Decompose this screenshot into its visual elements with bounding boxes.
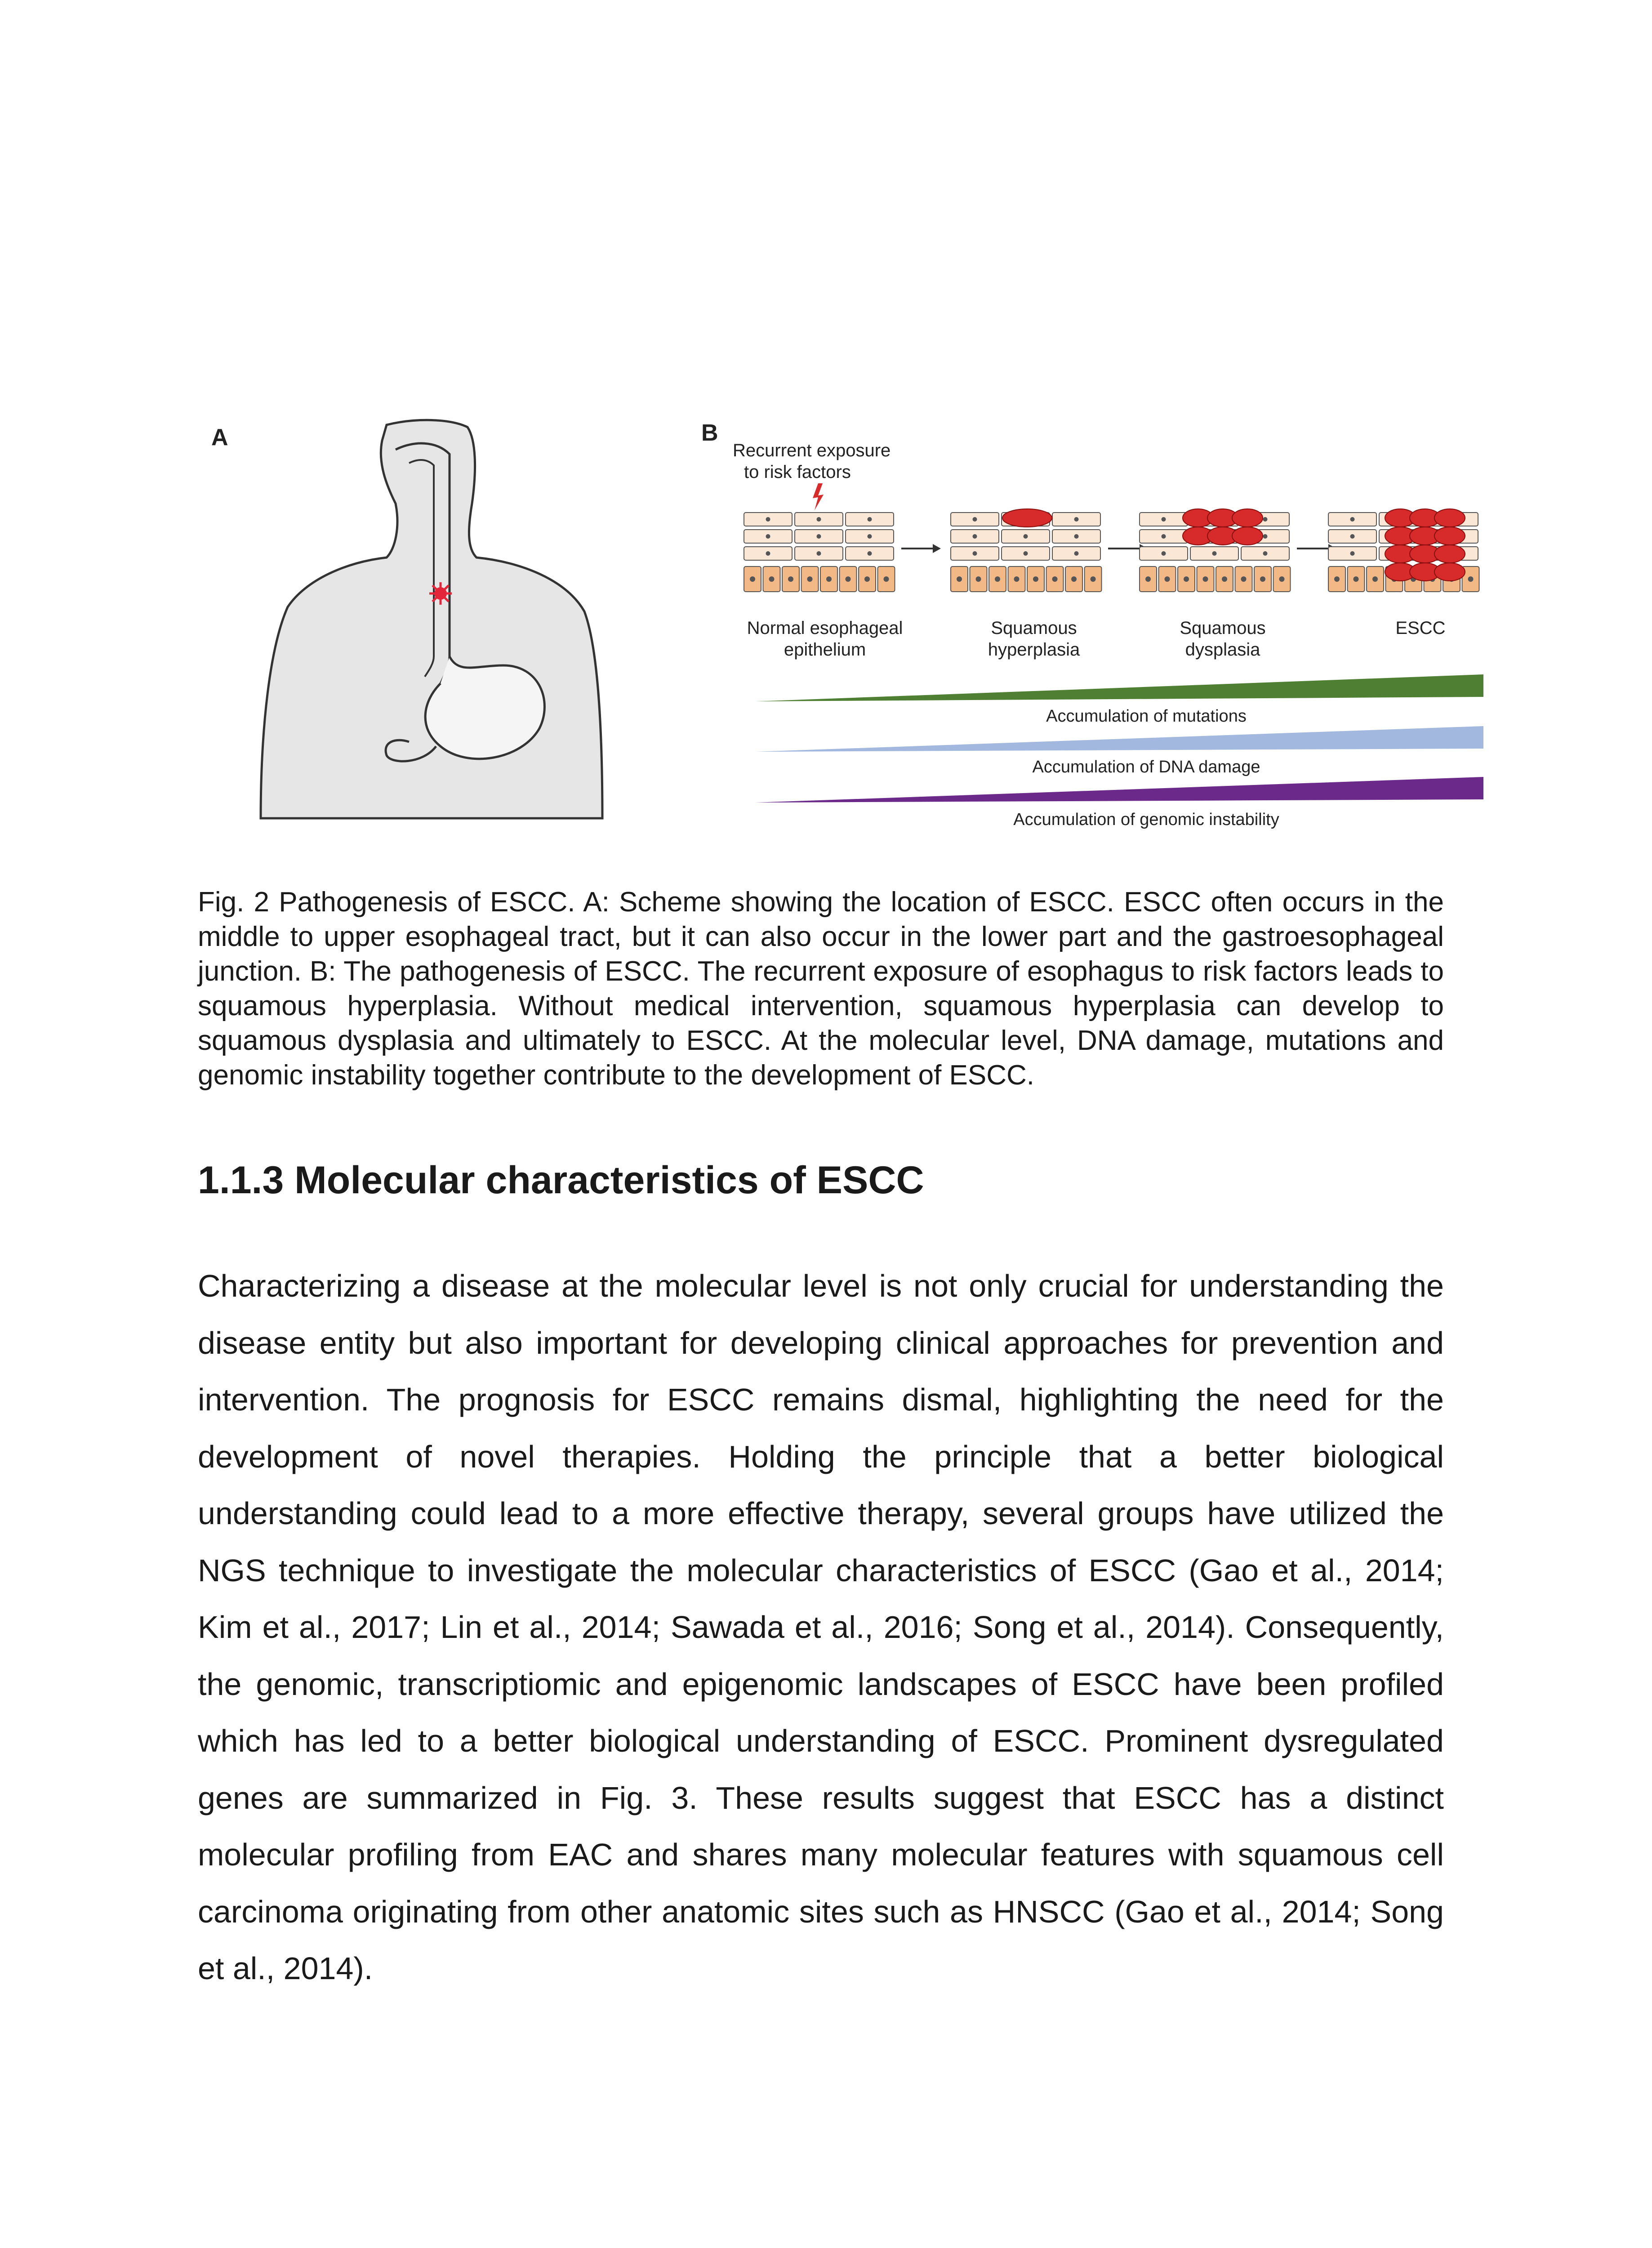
stage-label-line1: ESCC xyxy=(1395,618,1446,638)
dna-damage-label: Accumulation of DNA damage xyxy=(1032,758,1260,776)
stage-label-line1: Squamous xyxy=(1180,618,1266,638)
stage-label-line1: Squamous xyxy=(991,618,1077,638)
stage-labels xyxy=(747,618,1446,660)
stage-label-line1: Normal esophageal xyxy=(747,618,903,638)
section-heading: 1.1.3 Molecular characteristics of ESCC xyxy=(198,1159,924,1202)
tumor-location-icon xyxy=(429,582,452,605)
epithelium-panel xyxy=(951,509,1148,592)
figure-illustration xyxy=(198,414,1501,845)
stage-label-line2: dysplasia xyxy=(1185,640,1260,660)
epithelium-panel xyxy=(744,513,941,592)
panel-b-label: B xyxy=(701,420,718,446)
epithelium-panel xyxy=(1140,509,1336,592)
accumulation-bars xyxy=(755,674,1483,829)
dna-damage-wedge xyxy=(755,726,1483,752)
stage-label-line2: hyperplasia xyxy=(988,640,1080,660)
exposure-label-line1: Recurrent exposure xyxy=(733,441,891,460)
stage-label-line2: epithelium xyxy=(784,640,866,660)
body-paragraph: Characterizing a disease at the molecular level is not only crucial for understanding the disease entity but also important for developing clinical approaches for prevention and intervention. The prognosis for ESCC remains dismal, highlighting the need for the development of novel therapies. Holding the principle that a better biological understanding could lead to a more effective therapy, several groups have utilized the NGS technique to investigate the molecular characteristics of ESCC (Gao et al., 2014; Kim et al., 2017; Lin et al., 2014; Sawada et al., 2016; Song et al., 2014). Consequently, the genomic, transcriptiomic and epigenomic landscapes of ESCC have been profiled which has led to a better biological understanding of ESCC. Prominent dysregulated genes are summarized in Fig. 3. These results suggest that ESCC has a distinct molecular profiling from EAC and shares many molecular features with squamous cell carcinoma originating from other anatomic sites such as HNSCC (Gao et al., 2014; Song et al., 2014). xyxy=(198,1268,1444,1986)
exposure-label-line2: to risk factors xyxy=(744,462,851,482)
mutations-wedge xyxy=(755,674,1483,701)
epithelium-panel xyxy=(1328,509,1479,592)
genomic-instability-label: Accumulation of genomic instability xyxy=(1013,810,1279,829)
panel-a-label: A xyxy=(211,424,228,450)
figure-2 xyxy=(198,414,1501,845)
body-silhouette xyxy=(261,420,602,818)
figure-caption: Fig. 2 Pathogenesis of ESCC. A: Scheme showing the location of ESCC. ESCC often occurs in the middle to upper esophageal tract, but it can also occur in the lower part and the gastroesophageal junction. B: The pathogenesis of ESCC. The recurrent exposure of esophagus to risk factors leads to squamous hyperplasia. Without medical intervention, squamous hyperplasia can develop to squamous dysplasia and ultimately to ESCC. At the molecular level, DNA damage, mutations and genomic instability together contribute to the development of ESCC. xyxy=(198,887,1444,1091)
epithelium-stages xyxy=(744,509,1479,592)
genomic-instability-wedge xyxy=(755,777,1483,803)
mutations-label: Accumulation of mutations xyxy=(1046,707,1247,726)
lightning-icon xyxy=(813,483,824,510)
